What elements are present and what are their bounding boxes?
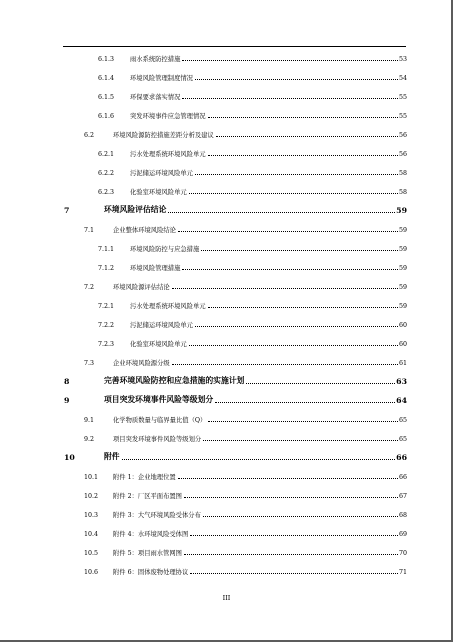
toc-entry[interactable] xyxy=(84,545,407,557)
toc-dot-leader xyxy=(178,231,398,232)
toc-entry-page: 60 xyxy=(398,341,407,348)
toc-entry[interactable] xyxy=(84,488,407,500)
toc-entry[interactable] xyxy=(98,70,407,82)
toc-entry-number: 10.3 xyxy=(84,512,99,519)
toc-dot-leader xyxy=(195,79,398,80)
toc-entry-title: 附件 3：大气环境风险受体分布 xyxy=(113,512,201,519)
toc-dot-leader xyxy=(195,174,398,175)
toc-entry-number: 7 xyxy=(64,206,70,215)
toc-entry[interactable] xyxy=(98,184,407,196)
toc-entry[interactable] xyxy=(98,298,407,310)
toc-entry-page: 55 xyxy=(398,113,407,120)
toc-entry-title: 环境风险管理制度情况 xyxy=(130,75,193,82)
toc-dot-leader xyxy=(189,345,398,346)
toc-entry[interactable] xyxy=(84,431,407,443)
toc-entry-title: 污泥储运环境风险单元 xyxy=(130,322,193,329)
toc-entry-number: 7.1 xyxy=(84,227,95,234)
toc-entry-number: 9.2 xyxy=(84,436,95,443)
toc-entry-number: 10 xyxy=(64,453,75,462)
toc-entry[interactable] xyxy=(98,51,407,63)
toc-entry-page: 59 xyxy=(396,206,407,215)
toc-dot-leader xyxy=(203,516,398,517)
toc-entry-title: 环境风险源防控措施差距分析及建议 xyxy=(113,132,214,139)
toc-entry[interactable] xyxy=(84,222,407,234)
toc-dot-leader xyxy=(203,440,398,441)
toc-entry-title: 突发环境事件应急管理情况 xyxy=(130,113,206,120)
toc-entry-number: 10.4 xyxy=(84,531,99,538)
toc-entry[interactable] xyxy=(84,412,407,424)
toc-entry[interactable] xyxy=(98,89,407,101)
toc-entry-page: 59 xyxy=(398,246,407,253)
toc-entry-page: 59 xyxy=(398,265,407,272)
toc-entry-number: 7.2.3 xyxy=(98,341,115,348)
toc-dot-leader xyxy=(182,60,398,61)
toc-entry-number: 10.1 xyxy=(84,474,99,481)
toc-dot-leader xyxy=(178,478,398,479)
toc-entry-title: 附件 6：固体废物处理协议 xyxy=(113,569,189,576)
toc-entry[interactable] xyxy=(98,336,407,348)
toc-entry-number: 10.6 xyxy=(84,569,99,576)
toc-entry-page: 65 xyxy=(398,417,407,424)
toc-dot-leader xyxy=(184,497,398,498)
toc-entry-title: 项目突发环境事件风险等级划分 xyxy=(113,436,202,443)
toc-dot-leader xyxy=(215,402,395,403)
toc-entry[interactable] xyxy=(64,450,407,462)
toc-entry-page: 53 xyxy=(398,56,407,63)
toc-entry[interactable] xyxy=(64,393,407,405)
toc-entry[interactable] xyxy=(84,526,407,538)
toc-entry[interactable] xyxy=(98,260,407,272)
toc-entry[interactable] xyxy=(64,374,407,386)
toc-entry-page: 63 xyxy=(396,377,407,386)
toc-entry-title: 污水处理系统环境风险单元 xyxy=(130,303,206,310)
toc-entry-number: 7.1.1 xyxy=(98,246,115,253)
toc-entry-number: 6.1.4 xyxy=(98,75,115,82)
toc-entry-number: 10.5 xyxy=(84,550,99,557)
toc-entry-title: 化学物质数量与临界量比值（Q） xyxy=(113,417,207,424)
toc-entry-title: 附件 4：水环境风险受体图 xyxy=(113,531,189,538)
toc-entry[interactable] xyxy=(84,564,407,576)
toc-dot-leader xyxy=(208,117,398,118)
toc-entry[interactable] xyxy=(84,355,407,367)
toc-entry[interactable] xyxy=(98,317,407,329)
toc-dot-leader xyxy=(201,250,398,251)
toc-entry[interactable] xyxy=(84,469,407,481)
toc-entry-number: 10.2 xyxy=(84,493,99,500)
toc-entry-page: 60 xyxy=(398,322,407,329)
toc-entry-number: 6.2 xyxy=(84,132,95,139)
toc-entry[interactable] xyxy=(98,165,407,177)
toc-entry-title: 环境风险管理措施 xyxy=(130,265,181,272)
toc-entry-number: 6.2.2 xyxy=(98,170,115,177)
toc-entry-page: 59 xyxy=(398,303,407,310)
toc-dot-leader xyxy=(216,136,398,137)
toc-entry-title: 完善环境风险防控和应急措施的实施计划 xyxy=(104,376,245,385)
toc-entry-page: 67 xyxy=(398,493,407,500)
toc-entry-title: 附件 2：厂区平面布置图 xyxy=(113,493,182,500)
toc-entry-number: 8 xyxy=(64,377,70,386)
toc-entry[interactable] xyxy=(84,127,407,139)
toc-entry-number: 7.1.2 xyxy=(98,265,115,272)
toc-entry-number: 7.3 xyxy=(84,360,95,367)
toc-entry-page: 69 xyxy=(398,531,407,538)
toc-entry-title: 企业环境风险源分级 xyxy=(113,360,170,367)
toc-entry-page: 66 xyxy=(398,474,407,481)
toc-entry-page: 65 xyxy=(398,436,407,443)
toc-entry-page: 59 xyxy=(398,284,407,291)
toc-entry-number: 9 xyxy=(64,396,70,405)
toc-entry-page: 56 xyxy=(398,132,407,139)
page-number: III xyxy=(222,594,231,602)
toc-entry-title: 环境风险源评估结论 xyxy=(113,284,170,291)
toc-dot-leader xyxy=(182,98,398,99)
toc-entry[interactable] xyxy=(98,146,407,158)
toc-entry-page: 70 xyxy=(398,550,407,557)
toc-entry[interactable] xyxy=(64,203,407,215)
toc-entry-title: 化验室环境风险单元 xyxy=(130,189,187,196)
toc-entry-title: 环境风险防控与应急措施 xyxy=(130,246,200,253)
toc-dot-leader xyxy=(182,269,398,270)
toc-entry-title: 污泥储运环境风险单元 xyxy=(130,170,193,177)
toc-entry[interactable] xyxy=(84,507,407,519)
toc-dot-leader xyxy=(122,459,396,460)
toc-dot-leader xyxy=(172,288,398,289)
toc-entry-title: 附件 1：企业地理位置 xyxy=(113,474,176,481)
toc-entry-page: 59 xyxy=(398,227,407,234)
toc-entry-number: 6.1.6 xyxy=(98,113,115,120)
toc-dot-leader xyxy=(208,155,398,156)
toc-dot-leader xyxy=(172,364,398,365)
toc-entry-page: 71 xyxy=(398,569,407,576)
toc-entry-page: 54 xyxy=(398,75,407,82)
toc-dot-leader xyxy=(195,326,398,327)
toc-entry-title: 环境风险评估结论 xyxy=(104,205,167,214)
toc-entry[interactable] xyxy=(98,241,407,253)
toc-entry-page: 64 xyxy=(396,396,407,405)
toc-entry-page: 61 xyxy=(398,360,407,367)
toc-dot-leader xyxy=(168,212,395,213)
toc-entry-title: 雨水系统防控措施 xyxy=(130,56,181,63)
toc-entry[interactable] xyxy=(98,108,407,120)
toc-entry-title: 附件 xyxy=(104,452,120,461)
toc-dot-leader xyxy=(190,573,398,574)
toc-entry-number: 6.2.1 xyxy=(98,151,115,158)
toc-entry-number: 6.1.5 xyxy=(98,94,115,101)
toc-entry-page: 55 xyxy=(398,94,407,101)
toc-entry-page: 58 xyxy=(398,189,407,196)
toc-entry-title: 化验室环境风险单元 xyxy=(130,341,187,348)
toc-entry-page: 56 xyxy=(398,151,407,158)
toc-dot-leader xyxy=(189,193,398,194)
toc-entry-number: 6.1.3 xyxy=(98,56,115,63)
toc-entry-page: 66 xyxy=(396,453,407,462)
toc-entry-number: 6.2.3 xyxy=(98,189,115,196)
toc-entry[interactable] xyxy=(84,279,407,291)
toc-entry-title: 企业整体环境风险结论 xyxy=(113,227,176,234)
toc-entry-number: 7.2.2 xyxy=(98,322,115,329)
toc-dot-leader xyxy=(190,535,398,536)
toc-entry-page: 68 xyxy=(398,512,407,519)
toc-dot-leader xyxy=(208,307,398,308)
toc-dot-leader xyxy=(246,383,395,384)
toc-dot-leader xyxy=(208,421,398,422)
toc-entry-title: 环保要求落实情况 xyxy=(130,94,181,101)
toc-entry-title: 项目突发环境事件风险等级划分 xyxy=(104,395,214,404)
toc-entry-number: 9.1 xyxy=(84,417,95,424)
toc-entry-title: 附件 5：项目雨水管网图 xyxy=(113,550,182,557)
toc-entry-number: 7.2.1 xyxy=(98,303,115,310)
toc-entry-number: 7.2 xyxy=(84,284,95,291)
toc-dot-leader xyxy=(184,554,398,555)
toc-entry-page: 58 xyxy=(398,170,407,177)
toc-entry-title: 污水处理系统环境风险单元 xyxy=(130,151,206,158)
